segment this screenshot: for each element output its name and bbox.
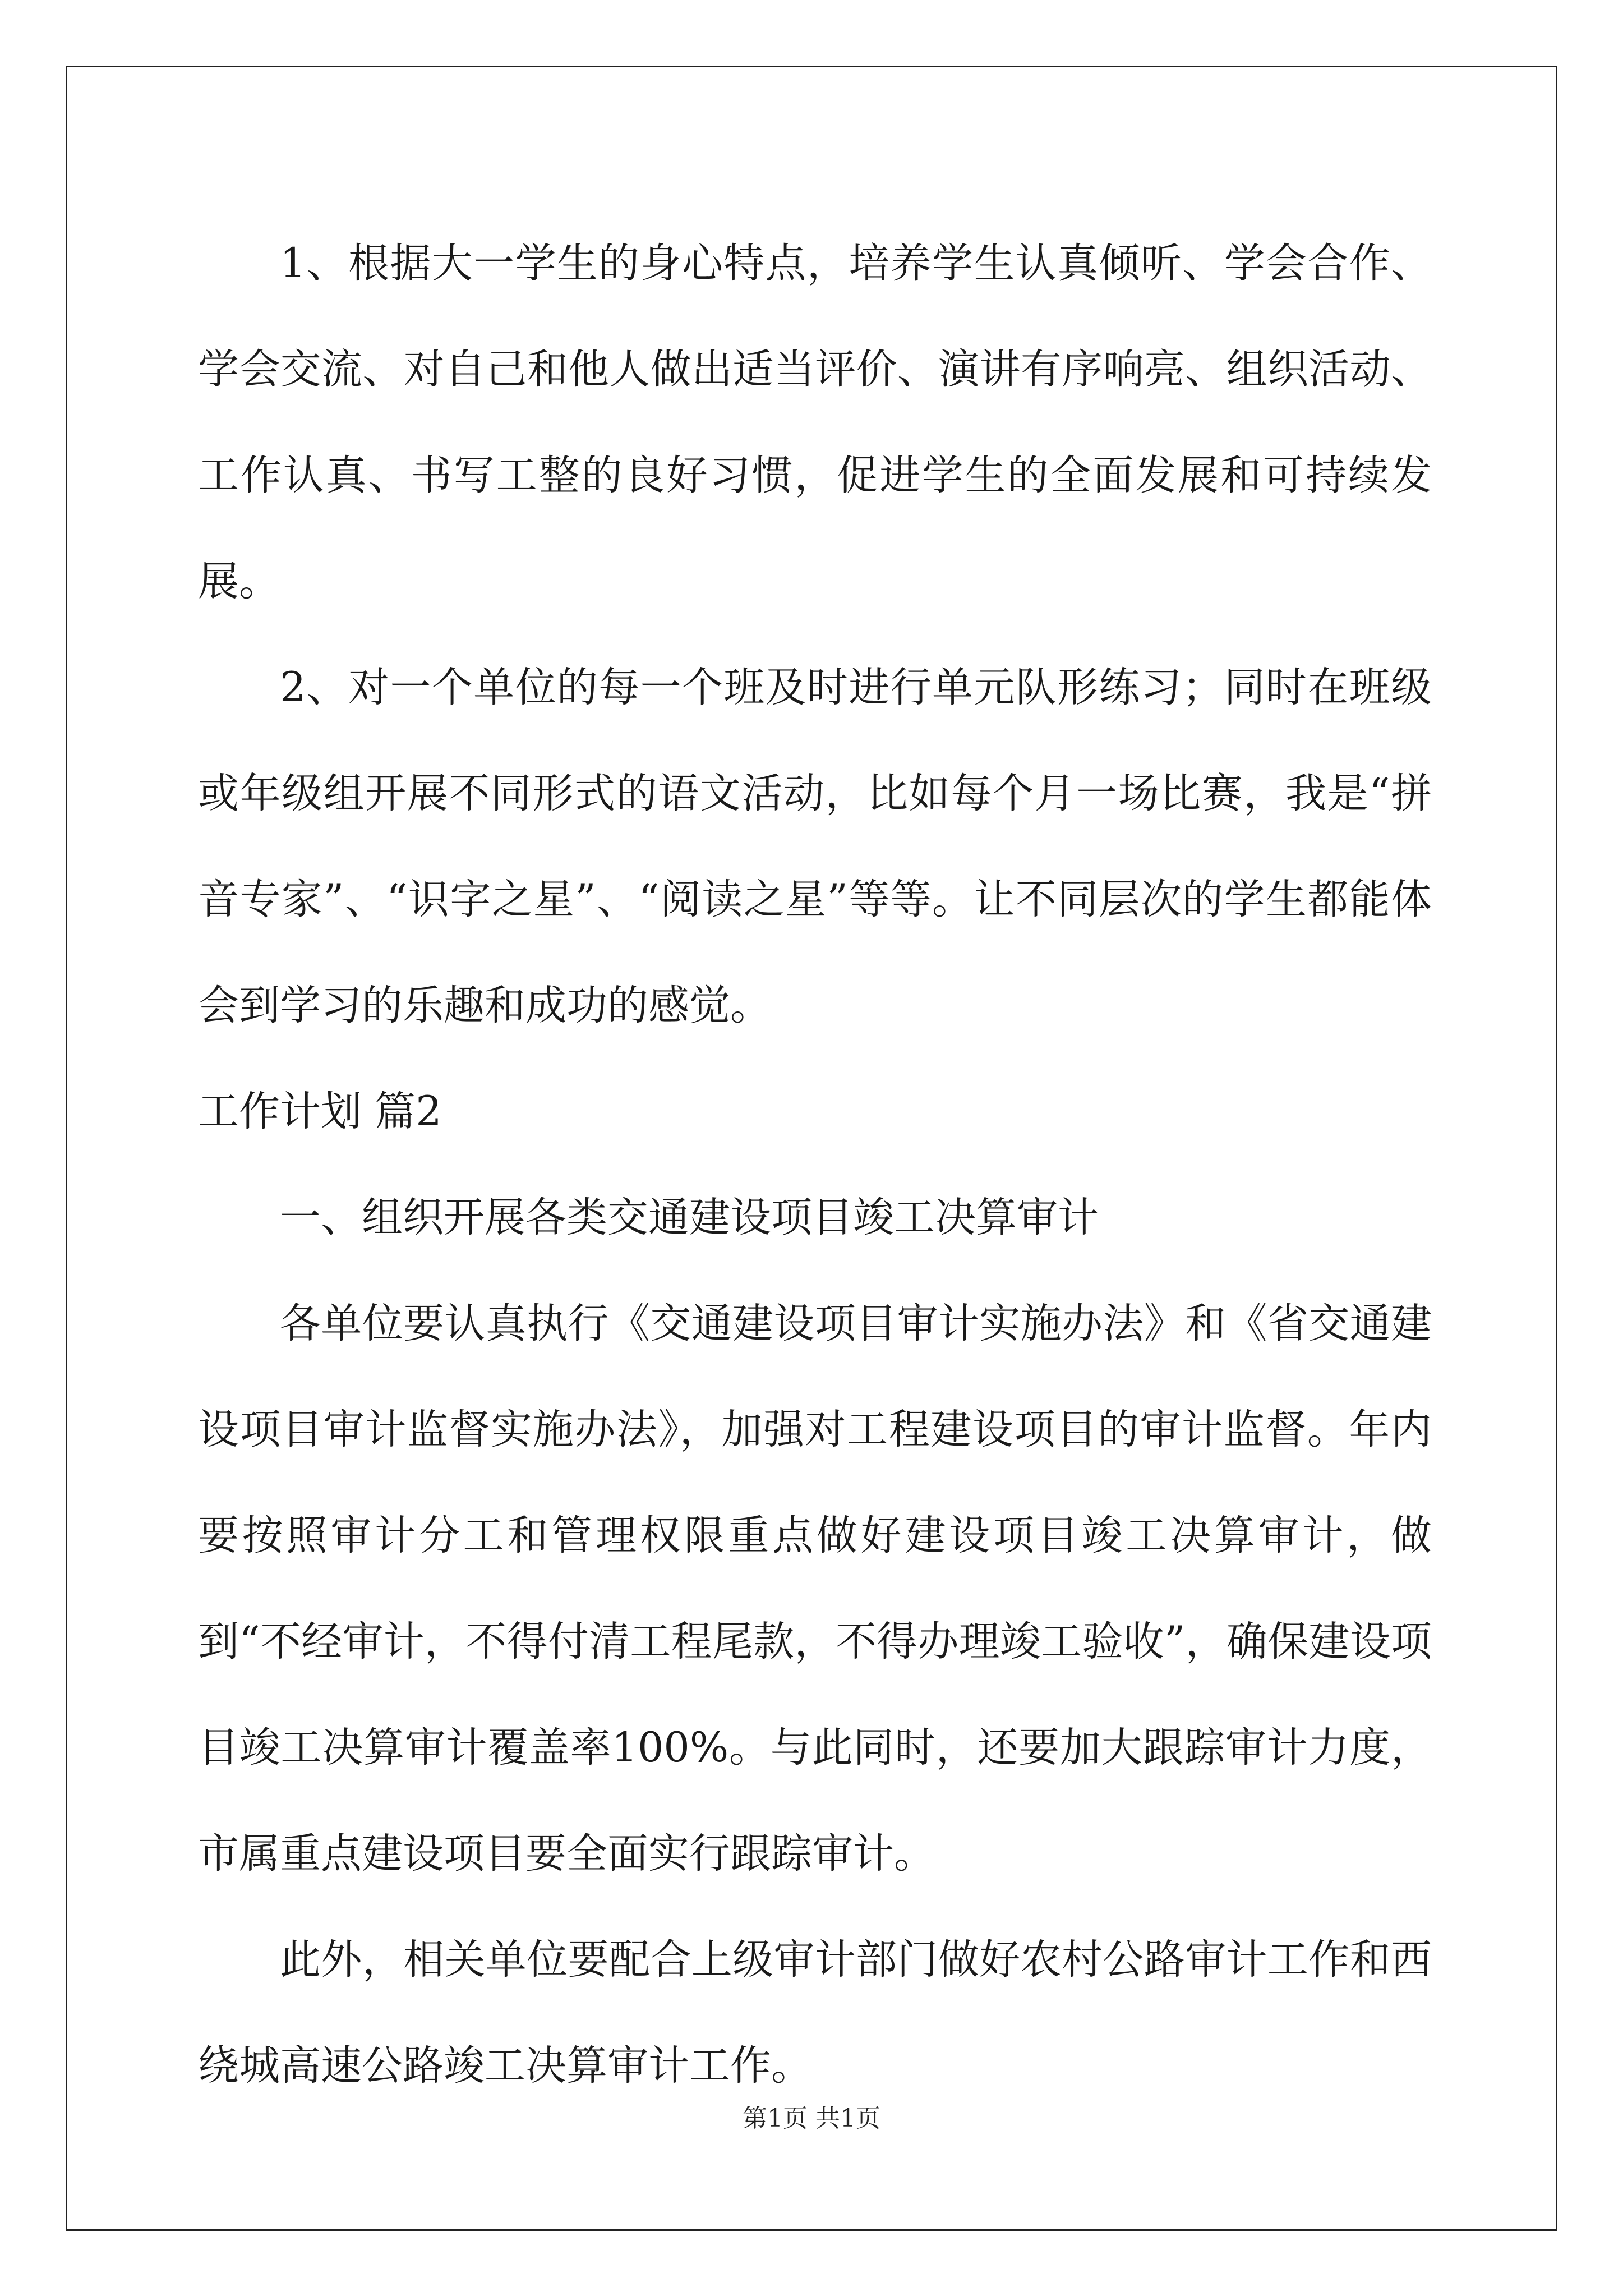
document-body xyxy=(198,210,1432,2119)
paragraph-3: 一、组织开展各类交通建设项目竣工决算审计 xyxy=(280,1194,1099,1241)
paragraph-2: 2、对一个单位的每一个班及时进行单元队形练习；同时在班级或年级组开展不同形式的语文活动，比如每个月一场比赛，我是“拼音专家”、“识字之星”、“阅读之星”等等。让不同层次的学生都能体会到学习的乐趣和成功的感觉。 xyxy=(198,664,1432,1029)
paragraph-5: 此外，相关单位要配合上级审计部门做好农村公路审计工作和西绕城高速公路竣工决算审计工作。 xyxy=(198,1936,1432,2090)
paragraph-1: 1、根据大一学生的身心特点，培养学生认真倾听、学会合作、学会交流、对自己和他人做出适当评价、演讲有序响亮、组织活动、工作认真、书写工整的良好习惯，促进学生的全面发展和可持续发展。 xyxy=(198,240,1432,605)
section-heading: 工作计划 篇2 xyxy=(198,1088,442,1135)
paragraph-4: 各单位要认真执行《交通建设项目审计实施办法》和《省交通建设项目审计监督实施办法》，加强对工程建设项目的审计监督。年内要按照审计分工和管理权限重点做好建设项目竣工决算审计，做到“不经审计，不得付清工程尾款，不得办理竣工验收”，确保建设项目竣工决算审计覆盖率100%。与此同时，还要加大跟踪审计力度，市属重点建设项目要全面实行跟踪审计。 xyxy=(198,1300,1432,1878)
page-number: 第1页 共1页 xyxy=(743,2104,880,2133)
